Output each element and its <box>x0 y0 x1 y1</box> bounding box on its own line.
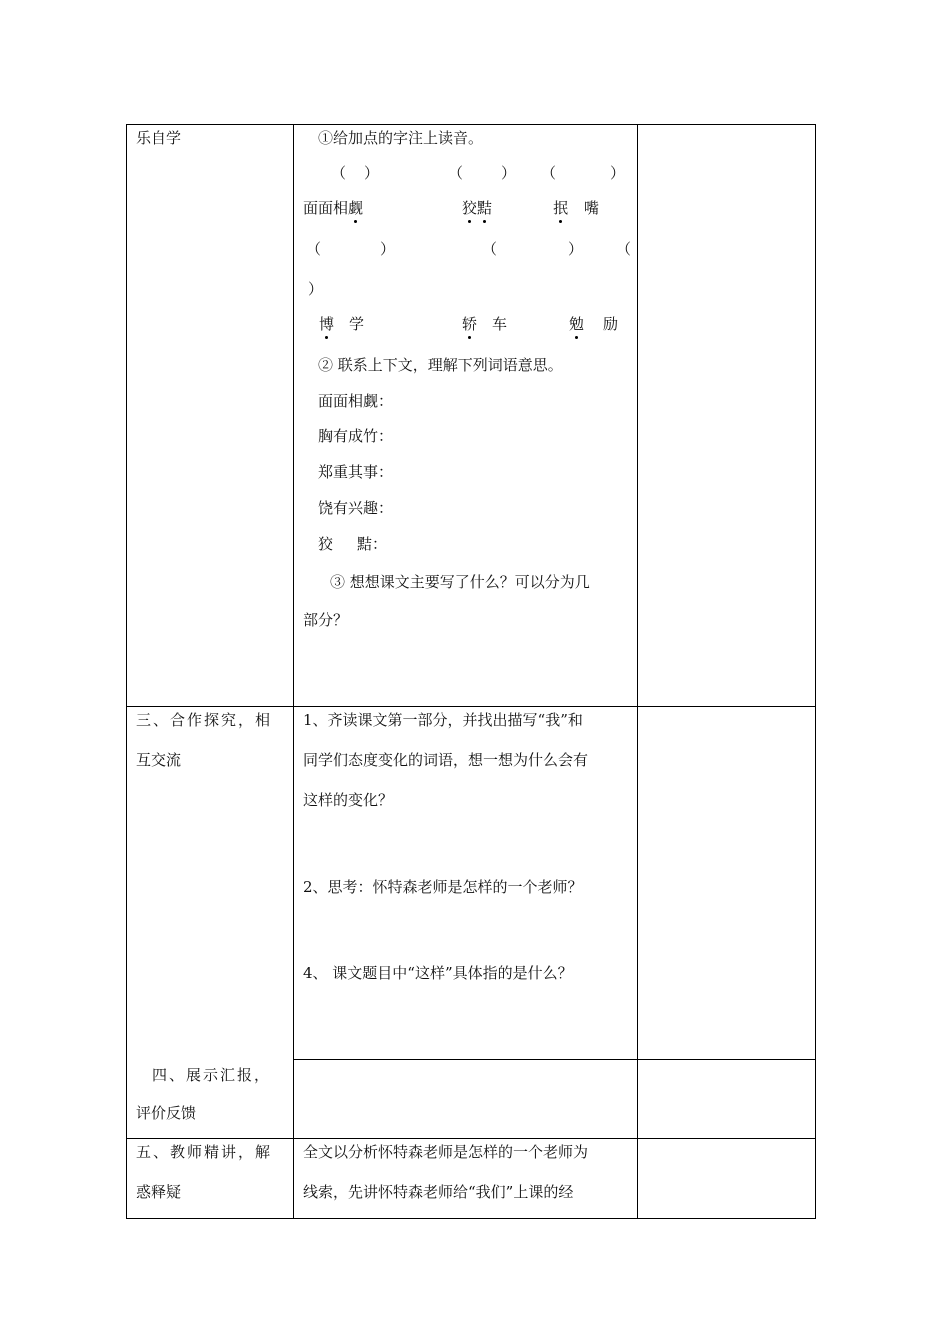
paren-open: （ <box>616 240 632 258</box>
paren-open: （ <box>482 240 498 258</box>
row-divider-2 <box>126 1138 816 1139</box>
table-border-bottom <box>126 1218 816 1219</box>
paren-close: ） <box>380 240 396 258</box>
dotted-char: 黠 <box>477 199 493 217</box>
row3-left-line1: 四、展示汇报， <box>152 1066 272 1084</box>
row4-left-line1: 五、教师精讲，解 <box>136 1143 273 1161</box>
table-border-left <box>126 124 127 1219</box>
word-jiaoxia <box>462 199 492 217</box>
paren-tail: ） <box>308 280 324 298</box>
question-1-line2: 同学们态度变化的词语，想一想为什么会有 <box>303 751 589 769</box>
item2-title: ② 联系上下文，理解下列词语意思。 <box>318 356 563 374</box>
paren-close: ） <box>610 164 626 182</box>
row-divider-1 <box>126 706 816 707</box>
paren-open: （ <box>448 164 464 182</box>
word-jiaoche: 轿 车 <box>462 315 508 333</box>
paren-open: （ <box>331 164 347 182</box>
term-4: 饶有兴趣： <box>318 499 394 517</box>
table-border-top <box>126 124 816 125</box>
word-mianmianxiangqu: 面面相觑 <box>303 199 364 217</box>
dotted-char: 勉 <box>569 315 585 333</box>
item3-line2: 部分？ <box>303 611 349 629</box>
table-border-right <box>815 124 816 1219</box>
paren-close: ） <box>501 164 517 182</box>
question-2: 2、思考：怀特森老师是怎样的一个老师？ <box>303 878 583 896</box>
term-3: 郑重其事： <box>318 463 394 481</box>
paren-close: ） <box>568 240 584 258</box>
term-1: 面面相觑： <box>318 392 394 410</box>
item1-title: ①给加点的字注上读音。 <box>318 129 484 147</box>
dotted-char: 博 <box>319 315 335 333</box>
question-1-line3: 这样的变化？ <box>303 791 394 809</box>
row3-left-line2: 评价反馈 <box>136 1104 197 1122</box>
row4-left-line2: 惑释疑 <box>136 1183 182 1201</box>
row-divider-partial <box>293 1059 816 1060</box>
dotted-char: 觑 <box>348 199 364 217</box>
row4-mid-line1: 全文以分析怀特森老师是怎样的一个老师为 <box>303 1143 589 1161</box>
row4-mid-line2: 线索，先讲怀特森老师给“我们”上课的经 <box>303 1183 574 1201</box>
dotted-char: 抿 <box>553 199 569 217</box>
row2-left-line2: 互交流 <box>136 751 182 769</box>
paren-open: （ <box>541 164 557 182</box>
paren-close: ） <box>364 164 380 182</box>
word-mianli: 勉 励 <box>569 315 619 333</box>
column-divider-1 <box>293 124 294 1219</box>
question-4: 4、 课文题目中“这样”具体指的是什么？ <box>303 964 573 982</box>
word-boxue: 博 学 <box>319 315 365 333</box>
item3-line1: ③ 想想课文主要写了什么？可以分为几 <box>330 573 590 591</box>
row1-left-label: 乐自学 <box>136 129 182 147</box>
word-minzui: 抿 嘴 <box>553 199 600 217</box>
term-5: 狡 黠： <box>318 535 388 553</box>
column-divider-2 <box>637 124 638 1219</box>
dotted-char: 狡 <box>462 199 478 217</box>
row2-left-line1: 三、合作探究，相 <box>136 711 273 729</box>
term-2: 胸有成竹： <box>318 427 394 445</box>
dotted-char: 轿 <box>462 315 478 333</box>
paren-open: （ <box>306 240 322 258</box>
question-1-line1: 1、齐读课文第一部分，并找出描写“我”和 <box>303 711 583 729</box>
